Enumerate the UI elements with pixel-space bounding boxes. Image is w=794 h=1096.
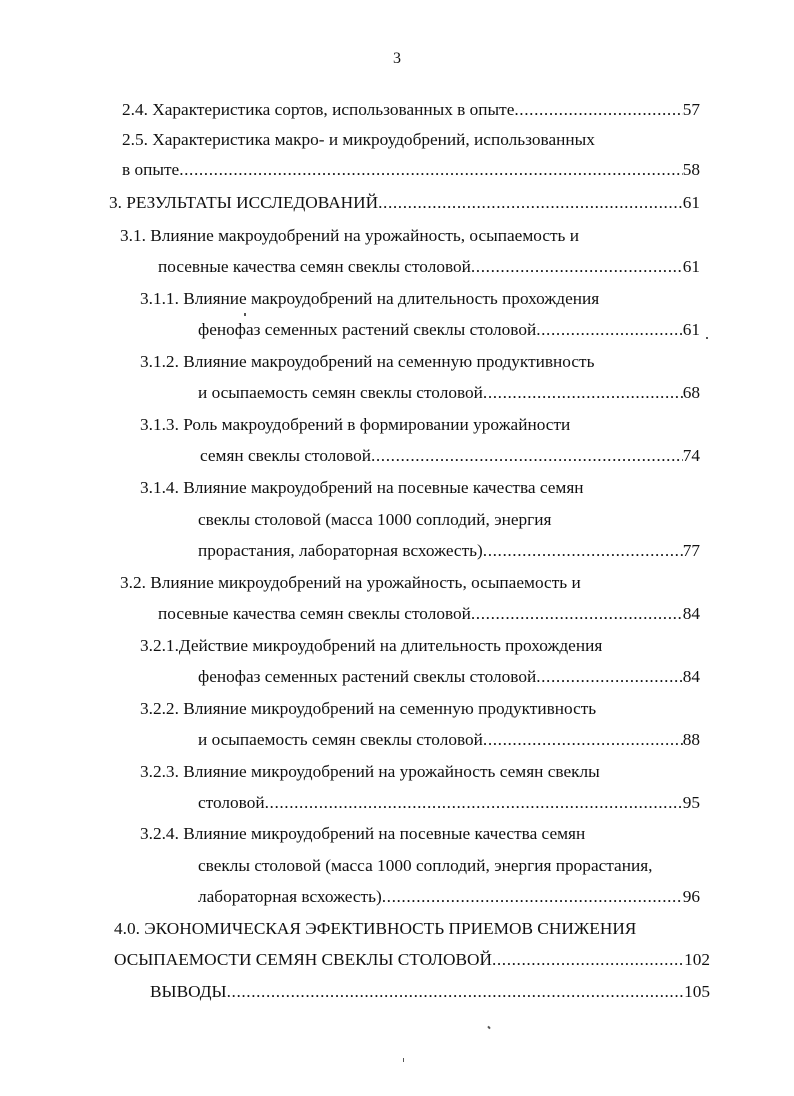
toc-entry-title: 3.2. Влияние микроудобрений на урожайность, осыпаемость и: [120, 573, 581, 592]
dot-leader: [471, 602, 683, 626]
toc-entry-page: 58: [682, 160, 700, 179]
dot-leader: [265, 791, 683, 815]
dot-leader: [492, 948, 684, 972]
toc-entry-title: 3.1.4. Влияние макроудобрений на посевные качества семян: [140, 478, 584, 497]
toc-entry: [120, 224, 700, 248]
toc-entry-title: 3.1.2. Влияние макроудобрений на семенную продуктивность: [140, 352, 595, 371]
dot-leader: [227, 980, 684, 1004]
toc-entry-page: 88: [682, 730, 700, 749]
toc-entry: [158, 602, 700, 626]
scan-speck: [706, 337, 708, 339]
dot-leader: [536, 665, 683, 689]
toc-entry: [120, 571, 700, 595]
dot-leader: [514, 98, 682, 122]
toc-entry: [122, 128, 700, 152]
toc-entry: [140, 413, 700, 437]
toc-entry: [198, 791, 700, 815]
toc-entry-title: посевные качества семян свеклы столовой: [158, 604, 471, 623]
toc-entry-title: свеклы столовой (масса 1000 соплодий, энергия прорастания,: [198, 856, 653, 875]
dot-leader: [536, 318, 683, 342]
dot-leader: [483, 539, 683, 563]
toc-entry-title: и осыпаемость семян свеклы столовой: [198, 383, 483, 402]
toc-entry: [140, 476, 700, 500]
toc-entry-title: 3.2.1.Действие микроудобрений на длительность прохождения: [140, 636, 603, 655]
toc-entry-page: 57: [682, 100, 700, 119]
dot-leader: [371, 444, 683, 468]
toc-entry: [198, 728, 700, 752]
toc-entry-page: 61: [682, 257, 700, 276]
toc-entry: [140, 634, 700, 658]
toc-entry: [114, 948, 710, 972]
toc-entry-title: 2.4. Характеристика сортов, использованных в опыте: [122, 100, 515, 119]
toc-entry-title: фенофаз семенных растений свеклы столовой: [198, 320, 537, 339]
toc-entry-page: 102: [684, 950, 710, 969]
toc-entry-title: 3.2.3. Влияние микроудобрений на урожайность семян свеклы: [140, 762, 600, 781]
toc-entry-title: ВЫВОДЫ: [150, 982, 227, 1001]
toc-entry: [109, 191, 700, 215]
toc-entry-title: 4.0. ЭКОНОМИЧЕСКАЯ ЭФЕКТИВНОСТЬ ПРИЕМОВ СНИЖЕНИЯ: [114, 919, 637, 938]
toc-entry-title: свеклы столовой (масса 1000 соплодий, энергия: [198, 510, 552, 529]
dot-leader: [179, 158, 683, 182]
toc-entry-title: 3. РЕЗУЛЬТАТЫ ИССЛЕДОВАНИЙ: [109, 193, 379, 212]
scan-speck: [487, 1026, 490, 1030]
toc-entry-title: столовой: [198, 793, 265, 812]
toc-entry-title: прорастания, лабораторная всхожесть): [198, 541, 483, 560]
scan-speck: [244, 313, 246, 316]
toc-entry-title: 3.1. Влияние макроудобрений на урожайность, осыпаемость и: [120, 226, 580, 245]
toc-entry: [198, 854, 700, 878]
toc-entry-page: 61: [682, 193, 700, 212]
toc-entry: [198, 539, 700, 563]
toc-entry-page: 105: [684, 982, 710, 1001]
toc-entry-page: 84: [682, 667, 700, 686]
toc-entry-page: 77: [682, 541, 700, 560]
toc-entry-title: 3.1.3. Роль макроудобрений в формировании урожайности: [140, 415, 571, 434]
dot-leader: [378, 191, 683, 215]
toc-entry-page: 61: [682, 320, 700, 339]
toc-entry: [140, 697, 700, 721]
toc-entry: [158, 255, 700, 279]
toc-entry-title: 3.2.2. Влияние микроудобрений на семенную продуктивность: [140, 699, 597, 718]
toc-entry-title: фенофаз семенных растений свеклы столовой: [198, 667, 537, 686]
toc-entry: [200, 444, 700, 468]
toc-entry-page: 68: [682, 383, 700, 402]
toc-entry: [198, 665, 700, 689]
toc-entry: [150, 980, 710, 1004]
toc-entry-title: ОСЫПАЕМОСТИ СЕМЯН СВЕКЛЫ СТОЛОВОЙ: [114, 950, 492, 969]
dot-leader: [483, 728, 683, 752]
dot-leader: [382, 885, 683, 909]
toc-entry-page: 96: [682, 887, 700, 906]
page-number: 3: [393, 50, 401, 67]
dot-leader: [471, 255, 683, 279]
toc-entry: [198, 885, 700, 909]
toc-entry: [198, 318, 700, 342]
toc-entry-title: посевные качества семян свеклы столовой: [158, 257, 471, 276]
toc-entry: [140, 287, 700, 311]
toc-entry: [140, 760, 700, 784]
toc-entry-title: семян свеклы столовой: [200, 446, 371, 465]
toc-entry-title: 3.1.1. Влияние макроудобрений на длительность прохождения: [140, 289, 600, 308]
toc-entry-page: 84: [682, 604, 700, 623]
dot-leader: [483, 381, 683, 405]
toc-entry-page: 74: [682, 446, 700, 465]
scan-speck: [403, 1058, 404, 1062]
toc-entry: [198, 381, 700, 405]
toc-entry-title: 2.5. Характеристика макро- и микроудобрений, использованных: [122, 130, 595, 149]
toc-entry: [122, 98, 700, 122]
toc-entry-title: лабораторная всхожесть): [198, 887, 382, 906]
toc-entry: [140, 822, 700, 846]
toc-entry: [114, 917, 714, 941]
toc-entry-title: 3.2.4. Влияние микроудобрений на посевные качества семян: [140, 824, 586, 843]
toc-entry-title: и осыпаемость семян свеклы столовой: [198, 730, 483, 749]
toc-entry: [122, 158, 700, 182]
toc-entry-page: 95: [682, 793, 700, 812]
toc-entry-title: в опыте: [122, 160, 180, 179]
toc-entry: [198, 508, 700, 532]
toc-entry: [140, 350, 700, 374]
